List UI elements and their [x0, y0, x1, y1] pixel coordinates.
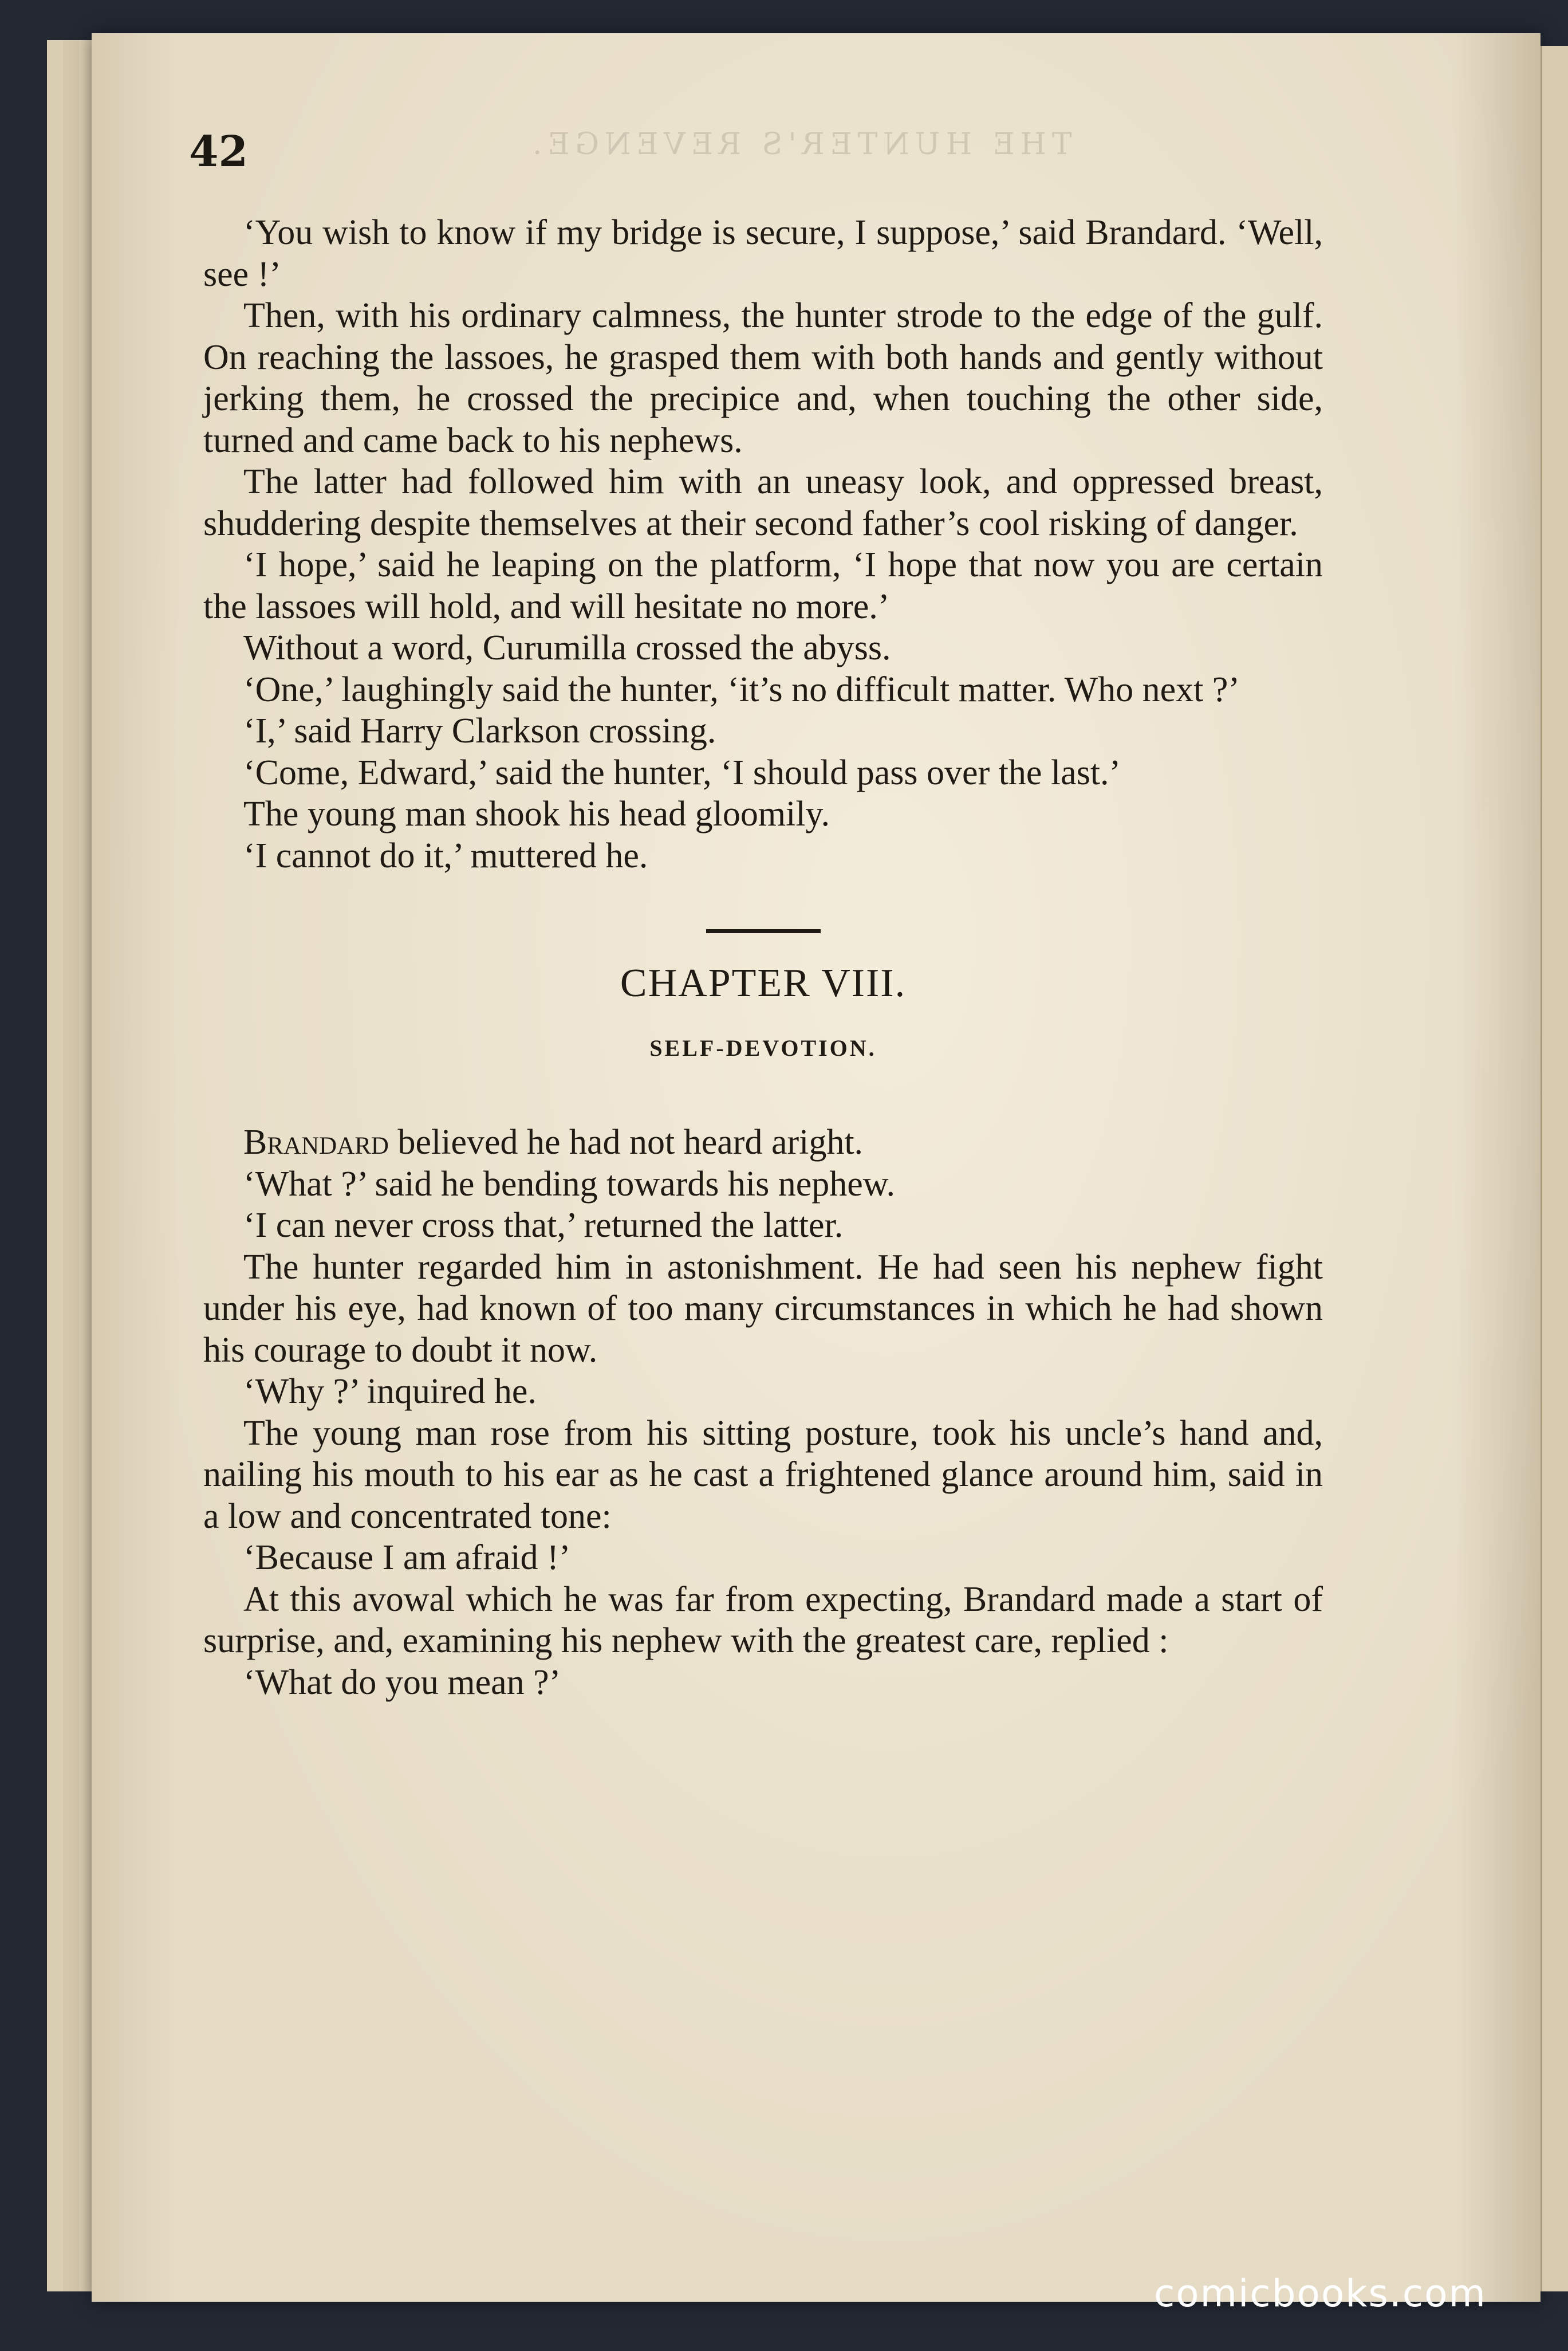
paragraph: The hunter regarded him in astonishment. He had seen his nephew fight under his eye, had known of too many circumstances in which he had shown his courage to doubt it now. [203, 1247, 1323, 1370]
paragraph: ‘Because I am afraid !’ [243, 1538, 571, 1577]
paragraph: ‘I hope,’ said he leaping on the platform, ‘I hope that now you are certain the lassoes will hold, and will hesitate no more.’ [203, 545, 1323, 626]
section-divider [706, 929, 821, 933]
paragraph: ‘I cannot do it,’ muttered he. [243, 836, 648, 875]
paragraph: ‘I can never cross that,’ returned the latter. [243, 1206, 844, 1245]
paragraph: Then, with his ordinary calmness, the hunter strode to the edge of the gulf. On reaching the lassoes, he grasped them with both hands and gently without jerking them, he crossed the precipice and, when touching the other side, turned and came back to his nephews. [203, 296, 1323, 460]
paragraph: ‘What ?’ said he bending towards his nephew. [243, 1164, 896, 1204]
lead-word: Brandard [243, 1123, 389, 1162]
paragraph: ‘You wish to know if my bridge is secure, I suppose,’ said Brandard. ‘Well, see !’ [203, 213, 1323, 294]
chapter-title: CHAPTER VIII. [620, 961, 907, 1005]
paragraph: Without a word, Curumilla crossed the abyss. [243, 628, 891, 667]
facing-page-edge [1541, 46, 1568, 2291]
paragraph: ‘Why ?’ inquired he. [243, 1372, 537, 1411]
paragraph: ‘Come, Edward,’ said the hunter, ‘I should pass over the last.’ [243, 753, 1121, 792]
running-header-showthrough: THE HUNTER'S REVENGE. [527, 127, 1072, 162]
paragraph: ‘What do you mean ?’ [243, 1662, 561, 1702]
lead-paragraph-text: believed he had not heard aright. [388, 1123, 864, 1162]
paragraph: ‘I,’ said Harry Clarkson crossing. [243, 711, 716, 750]
paragraph: ‘One,’ laughingly said the hunter, ‘it’s no difficult matter. Who next ?’ [243, 670, 1240, 709]
paragraph: The young man shook his head gloomily. [243, 795, 830, 834]
page-text [203, 212, 1323, 1703]
chapter-subtitle: SELF-DEVOTION. [649, 1035, 877, 1061]
page-number: 42 [189, 127, 248, 176]
paragraph: The young man rose from his sitting posture, took his uncle’s hand and, nailing his mouth to his ear as he cast a frightened glance around him, said in a low and concentrated tone: [203, 1413, 1323, 1536]
paragraph: At this avowal which he was far from expecting, Brandard made a start of surprise, and, examining his nephew with the greatest care, replied : [203, 1579, 1323, 1660]
chapter-opening-paragraph [203, 1122, 1323, 1163]
site-watermark: comicbooks.com [1154, 2271, 1487, 2315]
paragraph: The latter had followed him with an uneasy look, and oppressed breast, shuddering despite themselves at their second father’s cool risking of danger. [203, 462, 1323, 543]
